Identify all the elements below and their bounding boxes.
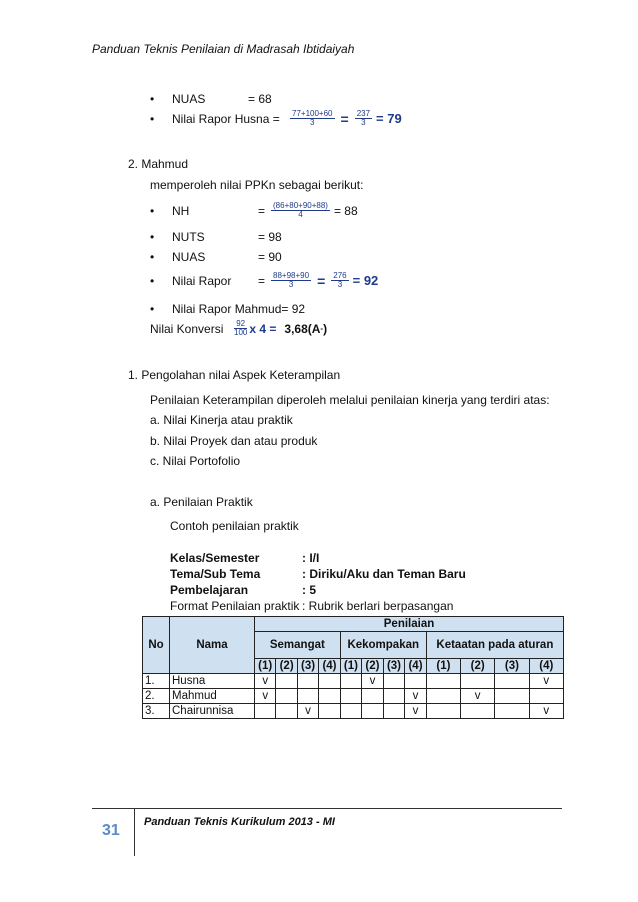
list-item: a. Nilai Kinerja atau praktik <box>150 413 293 427</box>
sub-intro: Contoh penilaian praktik <box>170 519 299 533</box>
score-cell <box>319 704 340 719</box>
score-cell: v <box>255 674 276 689</box>
score-cell <box>529 689 563 704</box>
student-name: Husna <box>170 674 255 689</box>
student-name: Mahmud <box>170 689 255 704</box>
bullet-rapor-final: • Nilai Rapor Mahmud= 92 <box>150 302 306 316</box>
score-cell <box>340 689 362 704</box>
header-no: No <box>143 617 170 674</box>
section-intro: Penilaian Keterampilan diperoleh melalui penilaian kinerja yang terdiri atas: <box>150 393 550 407</box>
bullet-nuas-husna: • NUAS = 68 <box>150 92 272 106</box>
score-cell <box>276 674 297 689</box>
meta-key: Kelas/Semester <box>170 551 260 565</box>
subheader-cell: (3) <box>495 659 529 674</box>
meta-value: : I/I <box>302 551 320 565</box>
meta-value: : Diriku/Aku dan Teman Baru <box>302 567 466 581</box>
score-cell <box>426 674 460 689</box>
score-cell: v <box>529 704 563 719</box>
list-item: c. Nilai Portofolio <box>150 454 241 468</box>
mahmud-intro: memperoleh nilai PPKn sebagai berikut: <box>150 178 364 192</box>
bullet-rapor-husna: • Nilai Rapor Husna = $\frac{77+100+60}{3}$ = $\frac{237}{3}$ = 79 <box>150 109 402 127</box>
subheader-cell: (1) <box>426 659 460 674</box>
subheader-cell: (2) <box>461 659 495 674</box>
header-semangat: Semangat <box>255 632 341 659</box>
row-number: 1. <box>143 674 170 689</box>
row-number: 2. <box>143 689 170 704</box>
subheader-cell: (1) <box>255 659 276 674</box>
meta-key: Format Penilaian praktik <box>170 599 300 613</box>
header-nama: Nama <box>170 617 255 674</box>
score-cell <box>383 689 405 704</box>
score-cell <box>495 704 529 719</box>
footer-vertical-divider <box>134 808 135 856</box>
bullet-rapor-mahmud: • Nilai Rapor = $\frac{88+98+90}{3}$ = $\frac{276}{3}$ = 92 <box>150 271 379 289</box>
subheader-cell: (4) <box>405 659 427 674</box>
score-cell <box>383 674 405 689</box>
score-cell <box>255 704 276 719</box>
formula-rapor-mahmud: $\frac{88+98+90}{3}$ <box>273 271 310 289</box>
subheader-cell: (1) <box>340 659 362 674</box>
row-number: 3. <box>143 704 170 719</box>
student-name: Chairunnisa <box>170 704 255 719</box>
score-cell <box>495 674 529 689</box>
score-cell: v <box>255 689 276 704</box>
score-cell <box>340 704 362 719</box>
score-cell <box>362 689 384 704</box>
score-cell: v <box>529 674 563 689</box>
mahmud-heading: 2. Mahmud <box>128 157 189 171</box>
score-cell <box>495 689 529 704</box>
formula-husna: $\frac{77+100+60}{3}$ <box>292 109 333 127</box>
score-cell <box>383 704 405 719</box>
meta-value: : Rubrik berlari berpasangan <box>302 599 454 613</box>
sub-heading: a. Penilaian Praktik <box>150 495 253 509</box>
subheader-cell: (2) <box>276 659 297 674</box>
nilai-konversi: Nilai Konversi $\frac{92}{100}$ x 4 = 3,68(A - ) <box>150 319 328 337</box>
list-item: b. Nilai Proyek dan atau produk <box>150 434 318 448</box>
bullet-nuts: • NUTS = 98 <box>150 230 282 244</box>
score-cell <box>276 704 297 719</box>
footer-title: Panduan Teknis Kurikulum 2013 - MI <box>144 816 335 828</box>
header-ketaatan: Ketaatan pada aturan <box>426 632 563 659</box>
score-cell <box>461 674 495 689</box>
bullet-nh: • NH = $\frac{(86+80+90+88)}{4}$ = 88 <box>150 201 358 219</box>
meta-key: Tema/Sub Tema <box>170 567 261 581</box>
formula-nh: $\frac{(86+80+90+88)}{4}$ <box>273 201 328 219</box>
score-cell <box>319 689 340 704</box>
score-cell <box>461 704 495 719</box>
formula-konversi: $\frac{92}{100}$ <box>234 319 248 337</box>
meta-value: : 5 <box>302 583 317 597</box>
subheader-cell: (3) <box>297 659 318 674</box>
score-cell <box>362 704 384 719</box>
subheader-cell: (2) <box>362 659 384 674</box>
header-kekompakan: Kekompakan <box>340 632 426 659</box>
table-row <box>143 674 564 689</box>
score-cell <box>319 674 340 689</box>
score-cell: v <box>405 704 427 719</box>
score-cell <box>426 704 460 719</box>
page-number: 31 <box>102 822 120 839</box>
assessment-table <box>142 616 564 719</box>
score-cell <box>297 674 318 689</box>
score-cell: v <box>297 704 318 719</box>
subheader-cell: (4) <box>529 659 563 674</box>
score-cell <box>340 674 362 689</box>
footer-divider <box>92 808 562 809</box>
subheader-cell: (3) <box>383 659 405 674</box>
score-cell: v <box>461 689 495 704</box>
table-row <box>143 689 564 704</box>
score-cell <box>276 689 297 704</box>
score-cell <box>405 674 427 689</box>
score-cell <box>426 689 460 704</box>
page-header: Panduan Teknis Penilaian di Madrasah Ibtidaiyah <box>92 42 355 56</box>
table-row <box>143 704 564 719</box>
score-cell: v <box>405 689 427 704</box>
section-heading: 1. Pengolahan nilai Aspek Keterampilan <box>128 368 341 382</box>
subheader-cell: (4) <box>319 659 340 674</box>
meta-key: Pembelajaran <box>170 583 249 597</box>
score-cell <box>297 689 318 704</box>
score-cell: v <box>362 674 384 689</box>
bullet-nuas-mahmud: • NUAS = 90 <box>150 250 282 264</box>
header-penilaian: Penilaian <box>255 617 564 632</box>
